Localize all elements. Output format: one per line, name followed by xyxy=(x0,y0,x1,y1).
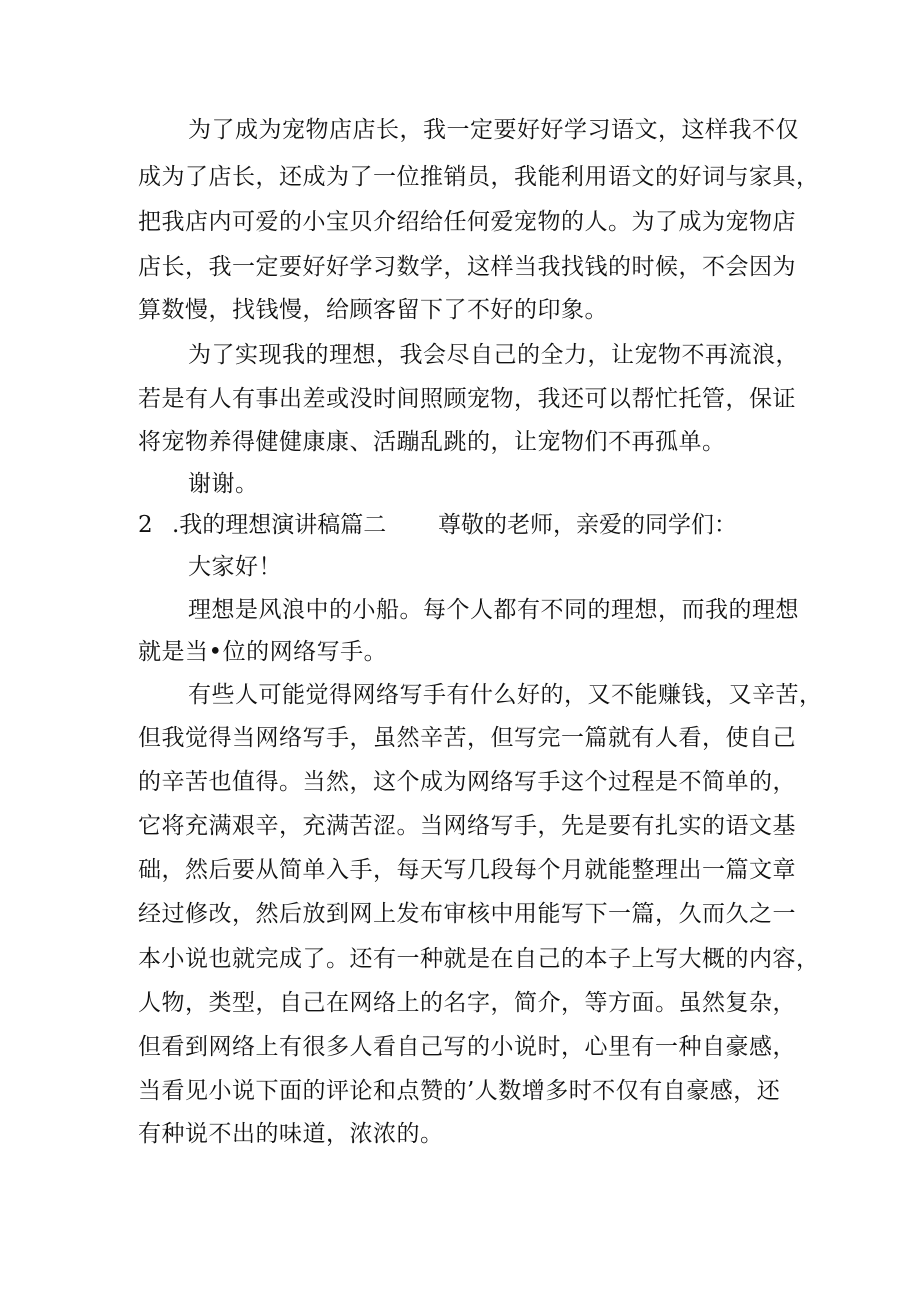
paragraph-line: 经过修改，然后放到网上发布审核中用能写下一篇，久而久之一 xyxy=(138,901,796,927)
paragraph-line: 若是有人有事出差或没时间照顾宠物，我还可以帮忙托管，保证 xyxy=(138,386,796,412)
paragraph-line: 店长，我一定要好好学习数学，这样当我找钱的时候，不会因为 xyxy=(138,254,796,280)
paragraph-line: 将宠物养得健健康康、活蹦乱跳的，让宠物们不再孤单。 xyxy=(138,429,726,455)
section-number: 2 xyxy=(138,512,153,538)
paragraph-line: 把我店内可爱的小宝贝介绍给任何爱宠物的人。为了成为宠物店 xyxy=(138,209,796,235)
paragraph-line: 但我觉得当网络写手，虽然辛苦，但写完一篇就有人看，使自己 xyxy=(138,725,796,751)
paragraph-line: 成为了店长，还成为了一位推销员，我能利用语文的好词与家具， xyxy=(138,164,820,190)
paragraph-line: 为了成为宠物店店长，我一定要好好学习语文，这样我不仅 xyxy=(188,117,799,143)
section-title: .我的理想演讲稿篇二 xyxy=(172,512,387,538)
paragraph-line: 的辛苦也值得。当然，这个成为网络写手这个过程是不简单的， xyxy=(138,769,796,795)
greeting: 尊敬的老师，亲爱的同学们： xyxy=(438,512,737,538)
paragraph-line: 有些人可能觉得网络写手有什么好的，又不能赚钱，又辛苦， xyxy=(188,682,823,708)
paragraph-line: 有种说不出的味道，浓浓的。 xyxy=(138,1121,444,1147)
paragraph-line: 就是当•位的网络写手。 xyxy=(138,639,388,665)
paragraph-line: 人物，类型，自己在网络上的名字，简介，等方面。虽然复杂， xyxy=(138,990,796,1016)
paragraph-line: 理想是风浪中的小船。每个人都有不同的理想，而我的理想 xyxy=(188,597,799,623)
paragraph-line: 算数慢，找钱慢，给顾客留下了不好的印象。 xyxy=(138,297,608,323)
paragraph-line: 当看见小说下面的评论和点赞的’人数增多时不仅有自豪感，还 xyxy=(138,1078,781,1104)
paragraph-line: 本小说也就完成了。还有一种就是在自己的本子上写大概的内容， xyxy=(138,946,820,972)
paragraph-line: 大家好！ xyxy=(188,554,282,580)
paragraph-line: 它将充满艰辛，充满苦涩。当网络写手，先是要有扎实的语文基 xyxy=(138,813,796,839)
paragraph-line: 但看到网络上有很多人看自己写的小说时，心里有一种自豪感， xyxy=(138,1034,796,1060)
paragraph-line: 谢谢。 xyxy=(188,471,259,497)
paragraph-line: 为了实现我的理想，我会尽自己的全力，让宠物不再流浪， xyxy=(188,342,799,368)
paragraph-line: 础，然后要从简单入手，每天写几段每个月就能整理出一篇文章 xyxy=(138,857,796,883)
